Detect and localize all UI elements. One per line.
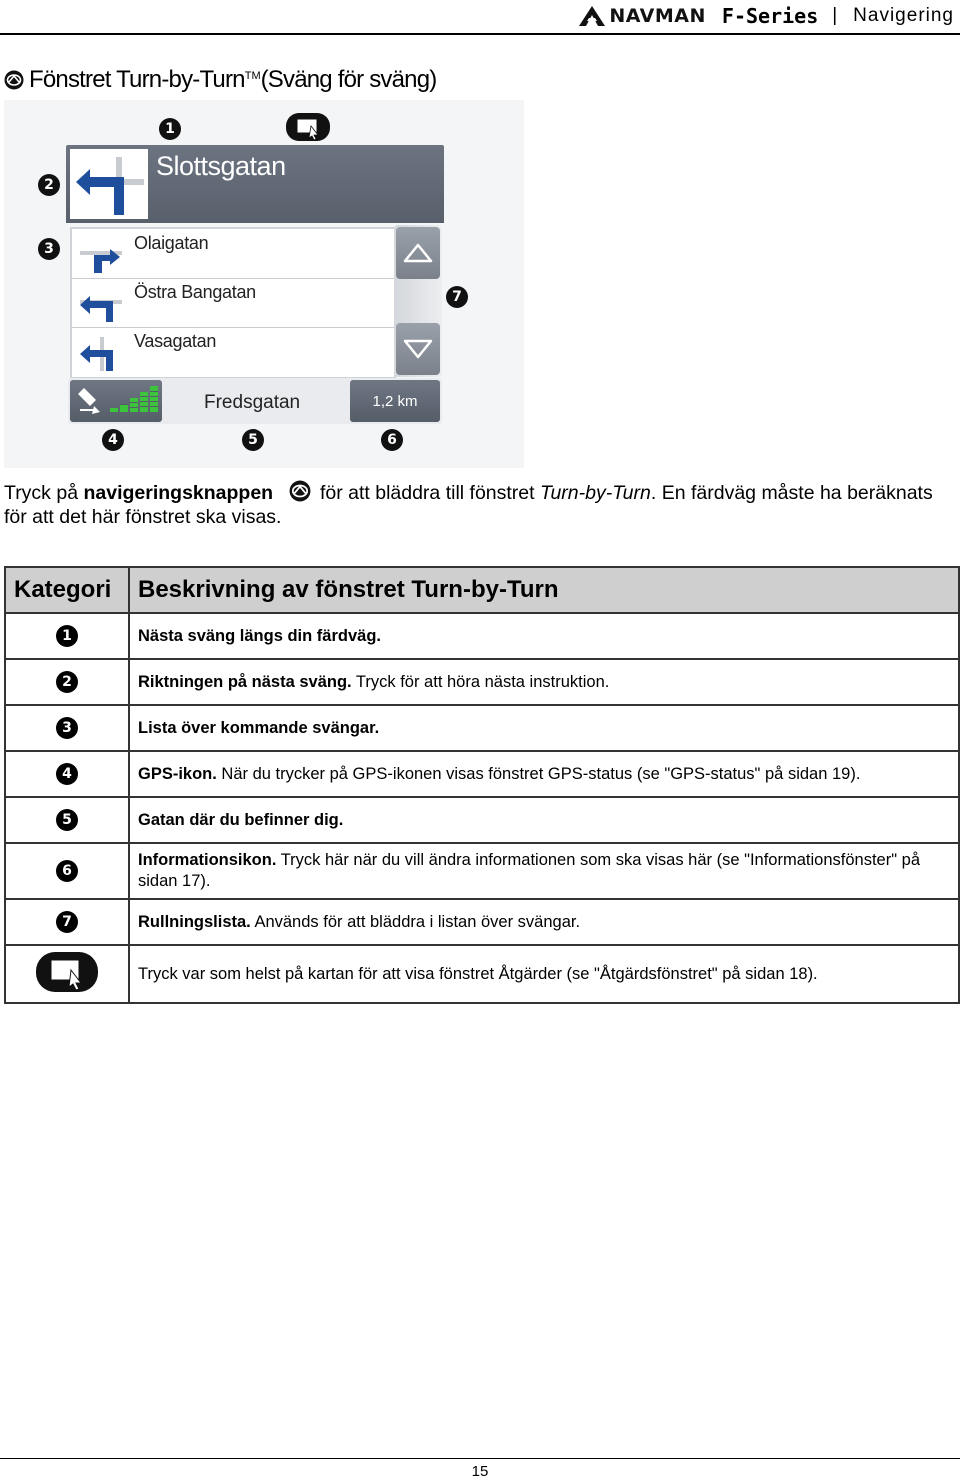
navman-logo: [578, 5, 706, 27]
column-header-description: Beskrivning av fönstret Turn-by-Turn: [129, 567, 959, 613]
description-bold: Rullningslista.: [138, 912, 251, 931]
callout-number: 6: [56, 860, 78, 882]
callout-number: 7: [56, 911, 78, 933]
turn-right-icon: [76, 239, 126, 273]
turn-street-name: Vasagatan: [134, 331, 217, 351]
next-street-name: Slottsgatan: [156, 151, 286, 181]
callout-number: 4: [56, 763, 78, 785]
chevron-down-icon: [402, 337, 434, 361]
description-table: [4, 566, 960, 1004]
description-cell: [129, 945, 959, 1003]
callout-4: 4: [102, 429, 124, 451]
category-cell: [5, 945, 129, 1003]
category-cell: [5, 613, 129, 659]
navman-logo-icon: [578, 5, 606, 27]
callout-number: 2: [56, 671, 78, 693]
gps-satellite-icon: [70, 380, 162, 422]
category-cell: [5, 843, 129, 899]
page-footer: [0, 1458, 960, 1480]
intro-paragraph: [4, 480, 944, 529]
navigation-button-icon: [4, 70, 24, 90]
list-item[interactable]: [72, 327, 394, 376]
current-street-name: Fredsgatan: [204, 392, 301, 413]
category-cell: [5, 899, 129, 945]
description-cell: [129, 659, 959, 705]
description-text: Tryck för att höra nästa instruktion.: [351, 672, 610, 691]
para-suffix-1: för att bläddra till fönstret: [314, 482, 540, 504]
product-series: F-Series: [721, 4, 819, 28]
table-row: [5, 945, 959, 1003]
next-turn-panel[interactable]: [66, 145, 444, 223]
gps-button[interactable]: [70, 380, 162, 422]
title-main: Fönstret Turn-by-Turn: [29, 66, 245, 93]
trademark: TM: [244, 70, 261, 82]
table-row: [5, 797, 959, 843]
description-bold: GPS-ikon.: [138, 764, 217, 783]
callout-1: 1: [159, 118, 181, 140]
category-cell: [5, 797, 129, 843]
description-bold: Nästa sväng längs din färdväg.: [138, 626, 381, 645]
category-cell: [5, 659, 129, 705]
turn-street-name: Östra Bangatan: [134, 282, 256, 302]
description-cell: [129, 705, 959, 751]
turn-left-arrow-icon: [70, 149, 148, 219]
map-screen-icon: [285, 112, 331, 142]
section-title: Navigering: [853, 5, 954, 26]
chevron-up-icon: [402, 241, 434, 265]
scroll-list[interactable]: [394, 225, 442, 377]
table-row: [5, 659, 959, 705]
description-cell: [129, 797, 959, 843]
callout-3: 3: [38, 238, 60, 260]
brand-bar: [578, 3, 954, 29]
turn-left-icon: [76, 288, 126, 322]
header-separator: |: [832, 5, 838, 26]
list-item[interactable]: [72, 278, 394, 328]
callout-7: 7: [446, 286, 468, 308]
column-header-category: Kategori: [5, 567, 129, 613]
description-cell: [129, 613, 959, 659]
title-sub: (Sväng för sväng): [260, 66, 437, 93]
description-bold: Informationsikon.: [138, 851, 277, 869]
para-bold: navigeringsknappen: [83, 482, 274, 504]
category-cell: [5, 705, 129, 751]
callout-2: 2: [38, 174, 60, 196]
scroll-down-button[interactable]: [396, 323, 440, 375]
description-bold: Lista över kommande svängar.: [138, 718, 380, 737]
table-row: [5, 613, 959, 659]
information-button[interactable]: 1,2 km: [350, 380, 440, 422]
description-text: Tryck här när du vill ändra informationen som ska visas här (se "Informationsfönster" på sidan 17).: [138, 851, 920, 890]
callout-5: 5: [242, 429, 264, 451]
callout-number: 5: [56, 809, 78, 831]
upcoming-turns-list[interactable]: [70, 227, 396, 379]
turn-street-name: Olaigatan: [134, 233, 209, 253]
para-suffix-2: . En färdväg måste ha beräknats för att det här fönstret ska visas.: [4, 482, 933, 528]
table-row: [5, 705, 959, 751]
para-prefix: Tryck på: [4, 482, 84, 504]
scroll-up-button[interactable]: [396, 227, 440, 279]
page-number: 15: [471, 1463, 489, 1480]
page-title: [4, 66, 436, 94]
table-header-row: [5, 567, 959, 613]
callout-6: 6: [381, 429, 403, 451]
navigation-button-icon: [289, 480, 311, 502]
para-italic: Turn-by-Turn: [539, 482, 651, 504]
turn-left-icon: [76, 337, 126, 371]
table-row: [5, 843, 959, 899]
description-cell: [129, 843, 959, 899]
description-text: Används för att bläddra i listan över svängar.: [250, 912, 581, 931]
table-row: [5, 899, 959, 945]
table-row: [5, 751, 959, 797]
callout-number: 1: [56, 625, 78, 647]
description-text: Tryck var som helst på kartan för att visa fönstret Åtgärder (se "Åtgärdsfönstret" på sidan 18).: [138, 964, 818, 983]
page-header: [0, 0, 960, 35]
description-bold: Riktningen på nästa sväng.: [138, 672, 352, 691]
description-bold: Gatan där du befinner dig.: [138, 810, 344, 829]
description-cell: [129, 899, 959, 945]
status-bar: [68, 378, 442, 424]
description-text: När du trycker på GPS-ikonen visas fönstret GPS-status (se "GPS-status" på sidan 19).: [216, 764, 861, 783]
next-turn-direction[interactable]: [70, 149, 148, 219]
category-cell: [5, 751, 129, 797]
callout-number: 3: [56, 717, 78, 739]
description-cell: [129, 751, 959, 797]
list-item[interactable]: [72, 229, 394, 279]
turn-by-turn-screenshot: [4, 100, 524, 468]
brand-name: NAVMAN: [609, 5, 706, 27]
map-screen-icon: [35, 951, 99, 993]
